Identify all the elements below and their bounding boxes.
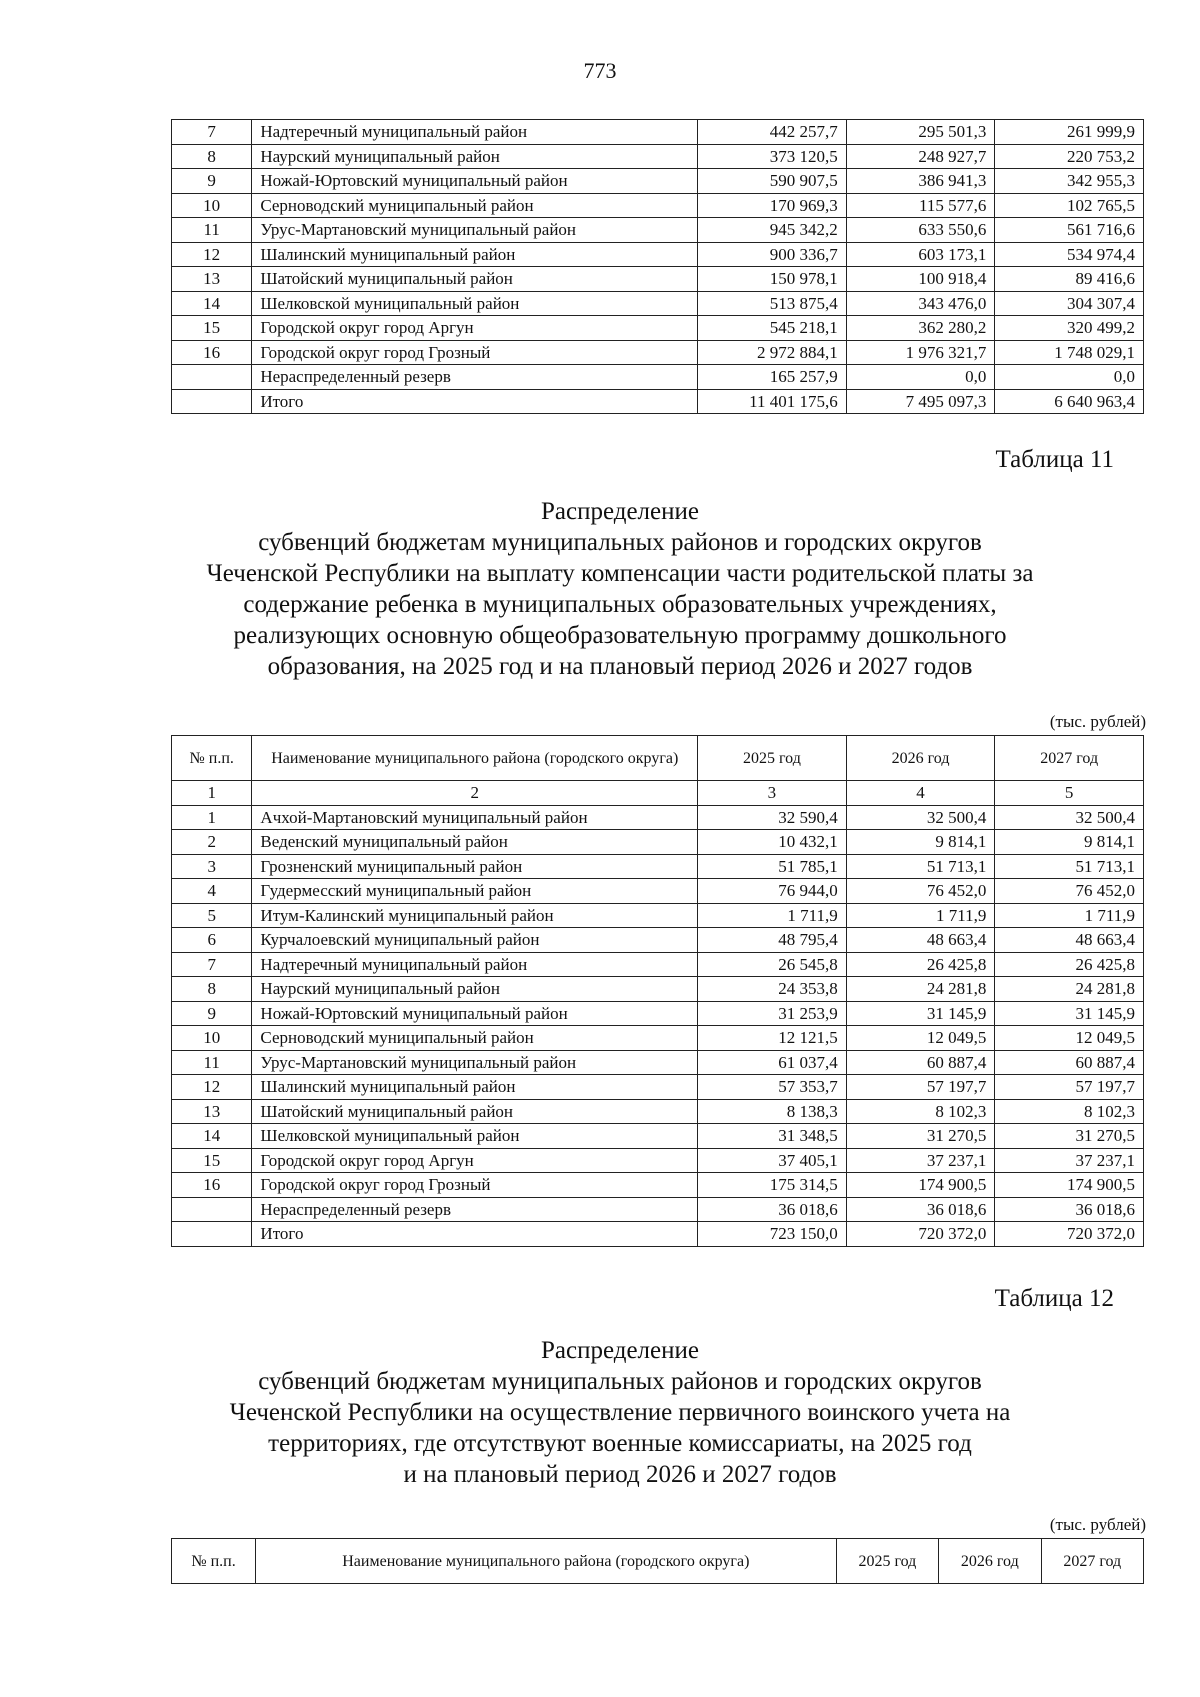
- value-2026: 386 941,3: [846, 169, 995, 194]
- title-line: Распределение: [541, 498, 699, 525]
- table-row: [172, 169, 1144, 194]
- row-number: 13: [172, 267, 252, 292]
- title-line: Распределение: [541, 1337, 699, 1364]
- value-2026: 7 495 097,3: [846, 389, 995, 414]
- row-number: 14: [172, 291, 252, 316]
- table-row: [172, 1099, 1144, 1124]
- value-2026: 9 814,1: [846, 830, 995, 855]
- table-11-label: Таблица 11: [995, 446, 1114, 473]
- title-line: образования, на 2025 год и на плановый период 2026 и 2027 годов: [267, 653, 973, 680]
- row-number: [172, 365, 252, 390]
- col-header-number: № п.п.: [172, 1539, 256, 1584]
- row-number: 1: [172, 805, 252, 830]
- district-name: Урус-Мартановский муниципальный район: [252, 1050, 698, 1075]
- district-name: Ачхой-Мартановский муниципальный район: [252, 805, 698, 830]
- table-row: [172, 830, 1144, 855]
- value-2026: 32 500,4: [846, 805, 995, 830]
- table-12-header: [171, 1538, 1144, 1584]
- title-line: субвенций бюджетам муниципальных районов и городских округов: [258, 529, 982, 556]
- row-number: [172, 1222, 252, 1247]
- value-2025: 48 795,4: [698, 928, 847, 953]
- col-header-2025: 2025 год: [836, 1539, 938, 1584]
- value-2025: 150 978,1: [698, 267, 847, 292]
- value-2026: 76 452,0: [846, 879, 995, 904]
- col-header-name: Наименование муниципального района (городского округа): [252, 736, 698, 781]
- column-index: 2: [252, 781, 698, 806]
- value-2027: 48 663,4: [995, 928, 1144, 953]
- table-11-title: [150, 496, 1090, 682]
- table-row: [172, 1050, 1144, 1075]
- value-2027: 89 416,6: [995, 267, 1144, 292]
- value-2026: 343 476,0: [846, 291, 995, 316]
- value-2027: 261 999,9: [995, 120, 1144, 145]
- value-2027: 342 955,3: [995, 169, 1144, 194]
- district-name: Городской округ город Аргун: [252, 316, 698, 341]
- row-number: 13: [172, 1099, 252, 1124]
- title-line: Чеченской Республики на выплату компенсации части родительской платы за: [206, 560, 1034, 587]
- value-2027: 37 237,1: [995, 1148, 1144, 1173]
- district-name: Серноводский муниципальный район: [252, 193, 698, 218]
- district-name: Надтеречный муниципальный район: [252, 120, 698, 145]
- district-name: Нераспределенный резерв: [252, 365, 698, 390]
- value-2027: 12 049,5: [995, 1026, 1144, 1051]
- district-name: Надтеречный муниципальный район: [252, 952, 698, 977]
- column-index: 5: [995, 781, 1144, 806]
- row-number: 8: [172, 144, 252, 169]
- value-2026: 8 102,3: [846, 1099, 995, 1124]
- value-2025: 32 590,4: [698, 805, 847, 830]
- table-row: [172, 805, 1144, 830]
- col-header-2025: 2025 год: [698, 736, 847, 781]
- title-line: территориях, где отсутствуют военные комиссариаты, на 2025 год: [268, 1430, 972, 1457]
- title-line: содержание ребенка в муниципальных образовательных учреждениях,: [243, 591, 997, 618]
- column-index: 3: [698, 781, 847, 806]
- value-2027: 534 974,4: [995, 242, 1144, 267]
- value-2025: 165 257,9: [698, 365, 847, 390]
- row-number: 15: [172, 316, 252, 341]
- table-row: [172, 1148, 1144, 1173]
- table-10-continuation: [171, 119, 1144, 414]
- value-2025: 76 944,0: [698, 879, 847, 904]
- table-row: [172, 1222, 1144, 1247]
- district-name: Гудермесский муниципальный район: [252, 879, 698, 904]
- value-2025: 442 257,7: [698, 120, 847, 145]
- value-2027: 6 640 963,4: [995, 389, 1144, 414]
- district-name: Шатойский муниципальный район: [252, 1099, 698, 1124]
- value-2027: 9 814,1: [995, 830, 1144, 855]
- value-2025: 11 401 175,6: [698, 389, 847, 414]
- table-row: [172, 218, 1144, 243]
- header-row: [172, 1539, 1144, 1584]
- row-number: 7: [172, 952, 252, 977]
- value-2027: 36 018,6: [995, 1197, 1144, 1222]
- value-2025: 31 348,5: [698, 1124, 847, 1149]
- row-number: 12: [172, 242, 252, 267]
- table-11: [171, 735, 1144, 1247]
- row-number: [172, 389, 252, 414]
- table-row: [172, 1124, 1144, 1149]
- district-name: Нераспределенный резерв: [252, 1197, 698, 1222]
- value-2027: 76 452,0: [995, 879, 1144, 904]
- district-name: Городской округ город Грозный: [252, 340, 698, 365]
- value-2027: 8 102,3: [995, 1099, 1144, 1124]
- value-2026: 115 577,6: [846, 193, 995, 218]
- district-name: Шатойский муниципальный район: [252, 267, 698, 292]
- value-2026: 100 918,4: [846, 267, 995, 292]
- table-row: [172, 144, 1144, 169]
- value-2025: 24 353,8: [698, 977, 847, 1002]
- value-2026: 60 887,4: [846, 1050, 995, 1075]
- table-row: [172, 242, 1144, 267]
- table-row: [172, 952, 1144, 977]
- table-11-units: (тыс. рублей): [1049, 712, 1146, 731]
- value-2026: 720 372,0: [846, 1222, 995, 1247]
- value-2026: 48 663,4: [846, 928, 995, 953]
- value-2027: 1 748 029,1: [995, 340, 1144, 365]
- value-2026: 24 281,8: [846, 977, 995, 1002]
- value-2026: 633 550,6: [846, 218, 995, 243]
- row-number: 8: [172, 977, 252, 1002]
- value-2025: 545 218,1: [698, 316, 847, 341]
- value-2027: 1 711,9: [995, 903, 1144, 928]
- value-2027: 32 500,4: [995, 805, 1144, 830]
- value-2026: 603 173,1: [846, 242, 995, 267]
- value-2025: 170 969,3: [698, 193, 847, 218]
- value-2025: 2 972 884,1: [698, 340, 847, 365]
- row-number: 16: [172, 1173, 252, 1198]
- table-row: [172, 1026, 1144, 1051]
- col-header-2026: 2026 год: [939, 1539, 1041, 1584]
- value-2027: 220 753,2: [995, 144, 1144, 169]
- district-name: Серноводский муниципальный район: [252, 1026, 698, 1051]
- district-name: Шелковской муниципальный район: [252, 291, 698, 316]
- table-row: [172, 120, 1144, 145]
- value-2025: 175 314,5: [698, 1173, 847, 1198]
- value-2025: 900 336,7: [698, 242, 847, 267]
- value-2026: 31 270,5: [846, 1124, 995, 1149]
- value-2027: 26 425,8: [995, 952, 1144, 977]
- table-row: [172, 365, 1144, 390]
- row-number: 9: [172, 169, 252, 194]
- value-2025: 36 018,6: [698, 1197, 847, 1222]
- district-name: Шалинский муниципальный район: [252, 1075, 698, 1100]
- row-number: [172, 1197, 252, 1222]
- value-2027: 0,0: [995, 365, 1144, 390]
- row-number: 2: [172, 830, 252, 855]
- value-2026: 57 197,7: [846, 1075, 995, 1100]
- row-number: 3: [172, 854, 252, 879]
- table-row: [172, 977, 1144, 1002]
- value-2025: 12 121,5: [698, 1026, 847, 1051]
- row-number: 7: [172, 120, 252, 145]
- value-2025: 10 432,1: [698, 830, 847, 855]
- col-header-2027: 2027 год: [1041, 1539, 1143, 1584]
- value-2025: 31 253,9: [698, 1001, 847, 1026]
- table-row: [172, 389, 1144, 414]
- district-name: Наурский муниципальный район: [252, 977, 698, 1002]
- table-row: [172, 1173, 1144, 1198]
- value-2025: 37 405,1: [698, 1148, 847, 1173]
- value-2027: 60 887,4: [995, 1050, 1144, 1075]
- district-name: Итого: [252, 1222, 698, 1247]
- page-number: 773: [583, 58, 617, 83]
- value-2027: 304 307,4: [995, 291, 1144, 316]
- column-index: 1: [172, 781, 252, 806]
- district-name: Веденский муниципальный район: [252, 830, 698, 855]
- row-number: 11: [172, 1050, 252, 1075]
- value-2026: 37 237,1: [846, 1148, 995, 1173]
- value-2026: 26 425,8: [846, 952, 995, 977]
- district-name: Итум-Калинский муниципальный район: [252, 903, 698, 928]
- table-row: [172, 267, 1144, 292]
- table-12-title: [150, 1335, 1090, 1490]
- district-name: Наурский муниципальный район: [252, 144, 698, 169]
- row-number: 10: [172, 193, 252, 218]
- header-row: [172, 736, 1144, 781]
- value-2027: 720 372,0: [995, 1222, 1144, 1247]
- value-2027: 31 145,9: [995, 1001, 1144, 1026]
- value-2027: 561 716,6: [995, 218, 1144, 243]
- value-2026: 31 145,9: [846, 1001, 995, 1026]
- title-line: субвенций бюджетам муниципальных районов и городских округов: [258, 1368, 982, 1395]
- district-name: Ножай-Юртовский муниципальный район: [252, 1001, 698, 1026]
- value-2026: 1 976 321,7: [846, 340, 995, 365]
- row-number: 5: [172, 903, 252, 928]
- table-row: [172, 854, 1144, 879]
- table-row: [172, 1075, 1144, 1100]
- value-2026: 36 018,6: [846, 1197, 995, 1222]
- district-name: Ножай-Юртовский муниципальный район: [252, 169, 698, 194]
- district-name: Шалинский муниципальный район: [252, 242, 698, 267]
- table-row: [172, 1001, 1144, 1026]
- row-number: 6: [172, 928, 252, 953]
- column-index-row: [172, 781, 1144, 806]
- value-2025: 723 150,0: [698, 1222, 847, 1247]
- district-name: Грозненский муниципальный район: [252, 854, 698, 879]
- value-2025: 590 907,5: [698, 169, 847, 194]
- value-2027: 174 900,5: [995, 1173, 1144, 1198]
- row-number: 16: [172, 340, 252, 365]
- value-2026: 174 900,5: [846, 1173, 995, 1198]
- table-row: [172, 903, 1144, 928]
- row-number: 14: [172, 1124, 252, 1149]
- col-header-2027: 2027 год: [995, 736, 1144, 781]
- value-2025: 61 037,4: [698, 1050, 847, 1075]
- value-2025: 1 711,9: [698, 903, 847, 928]
- district-name: Городской округ город Грозный: [252, 1173, 698, 1198]
- value-2025: 26 545,8: [698, 952, 847, 977]
- value-2026: 248 927,7: [846, 144, 995, 169]
- column-index: 4: [846, 781, 995, 806]
- value-2026: 12 049,5: [846, 1026, 995, 1051]
- col-header-number: № п.п.: [172, 736, 252, 781]
- district-name: Урус-Мартановский муниципальный район: [252, 218, 698, 243]
- value-2026: 295 501,3: [846, 120, 995, 145]
- value-2026: 1 711,9: [846, 903, 995, 928]
- value-2027: 51 713,1: [995, 854, 1144, 879]
- title-line: и на плановый период 2026 и 2027 годов: [403, 1461, 837, 1488]
- table-row: [172, 291, 1144, 316]
- row-number: 10: [172, 1026, 252, 1051]
- table-row: [172, 193, 1144, 218]
- district-name: Курчалоевский муниципальный район: [252, 928, 698, 953]
- table-12-label: Таблица 12: [994, 1285, 1114, 1312]
- table-row: [172, 928, 1144, 953]
- value-2025: 57 353,7: [698, 1075, 847, 1100]
- value-2026: 362 280,2: [846, 316, 995, 341]
- value-2027: 102 765,5: [995, 193, 1144, 218]
- value-2027: 57 197,7: [995, 1075, 1144, 1100]
- value-2027: 31 270,5: [995, 1124, 1144, 1149]
- title-line: Чеченской Республики на осуществление первичного воинского учета на: [229, 1399, 1011, 1426]
- row-number: 11: [172, 218, 252, 243]
- row-number: 9: [172, 1001, 252, 1026]
- row-number: 12: [172, 1075, 252, 1100]
- value-2026: 0,0: [846, 365, 995, 390]
- value-2027: 320 499,2: [995, 316, 1144, 341]
- value-2025: 513 875,4: [698, 291, 847, 316]
- value-2025: 945 342,2: [698, 218, 847, 243]
- table-row: [172, 340, 1144, 365]
- value-2025: 51 785,1: [698, 854, 847, 879]
- col-header-name: Наименование муниципального района (городского округа): [256, 1539, 837, 1584]
- value-2025: 373 120,5: [698, 144, 847, 169]
- district-name: Итого: [252, 389, 698, 414]
- value-2026: 51 713,1: [846, 854, 995, 879]
- title-line: реализующих основную общеобразовательную программу дошкольного: [233, 622, 1007, 649]
- table-12-units: (тыс. рублей): [1049, 1515, 1146, 1534]
- row-number: 4: [172, 879, 252, 904]
- value-2025: 8 138,3: [698, 1099, 847, 1124]
- table-row: [172, 1197, 1144, 1222]
- table-row: [172, 879, 1144, 904]
- district-name: Шелковской муниципальный район: [252, 1124, 698, 1149]
- col-header-2026: 2026 год: [846, 736, 995, 781]
- value-2027: 24 281,8: [995, 977, 1144, 1002]
- district-name: Городской округ город Аргун: [252, 1148, 698, 1173]
- row-number: 15: [172, 1148, 252, 1173]
- table-row: [172, 316, 1144, 341]
